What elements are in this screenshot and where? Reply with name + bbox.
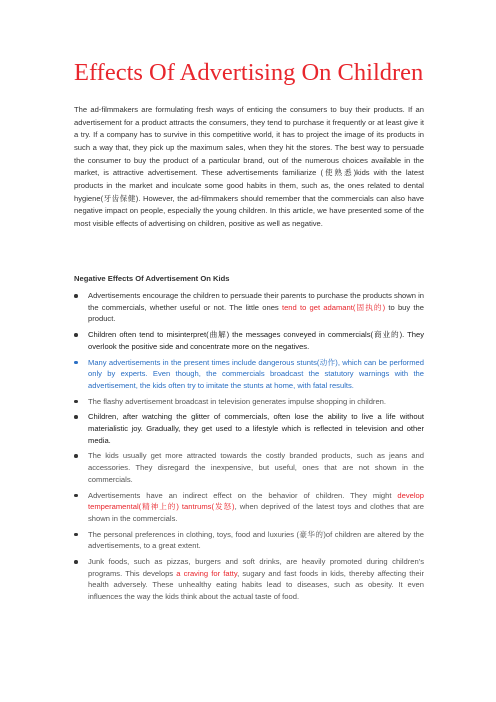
bullet-icon	[74, 400, 78, 404]
bullet-text-tail: , sugary and fast foods in kids, thereby affecting their health adversely. These unhealthy eating habits lead to diseases, such as obesity. It even influences the way the kids think about the actual taste of food.	[88, 568, 424, 602]
list-item	[74, 490, 424, 525]
list-item	[74, 329, 424, 352]
bullet-list	[74, 290, 424, 607]
intro-paragraph: The ad-filmmakers are formulating fresh ways of enticing the consumers to buy their products. If an advertisement for a product attracts the consumers, they tend to purchase it frequently or at least give it a try. If a company has to survive in this competitive world, it has to project the image of its products in such a way that, they pick up the maximum sales, when they hit the stores. The best way to persuade the consumer to buy the product of a particular brand, out of the numerous choices available in the market, is attractive advertisement. These advertisements familiarize (使熟悉)kids with the latest products in the market and inculcate some good habits in them, such as, the ones related to dental hygiene(牙齿保健). However, the ad-filmmakers should remember that the commercials can also have negative impact on people, especially the young children. In this article, we have presented some of the most visible effects of advertising on children, positive as well as negative.	[74, 105, 424, 228]
list-item	[74, 529, 424, 552]
highlighted-text: a craving for fatty	[176, 568, 238, 578]
bullet-icon	[74, 415, 78, 419]
bullet-text: Junk foods, such as pizzas, burgers and soft drinks, are heavily promoted during children's programs. This develops	[88, 557, 424, 578]
bullet-text: Children often tend to misinterpret(曲解) the messages conveyed in commercials(商业的). They overlook the positive side and concentrate more on the negatives.	[88, 330, 424, 351]
bullet-icon	[74, 333, 78, 337]
list-item	[74, 396, 424, 408]
bullet-icon	[74, 494, 78, 498]
highlighted-text: tend to get adamant(固执的)	[281, 302, 386, 312]
bullet-text-tail: , when deprived of the latest toys and clothes that are shown in the commercials.	[88, 502, 424, 523]
bullet-icon	[74, 533, 78, 537]
list-item	[74, 556, 424, 603]
highlighted-text: develop temperamental(精神上的) tantrums(发怒)	[88, 490, 424, 512]
section-heading: Negative Effects Of Advertisement On Kids	[74, 274, 230, 283]
page-title: Effects Of Advertising On Children	[74, 59, 424, 86]
list-item	[74, 290, 424, 325]
bullet-icon	[74, 560, 78, 564]
list-item	[74, 357, 424, 392]
bullet-icon	[74, 361, 78, 365]
bullet-text: Children, after watching the glitter of commercials, often lose the ability to live a life without materialistic joy. Gradually, they get used to a lifestyle which is reflected in television and other media.	[88, 412, 424, 445]
bullet-text: The flashy advertisement broadcast in television generates impulse shopping in children.	[88, 396, 387, 406]
bullet-text-tail: to buy the product.	[88, 302, 424, 324]
bullet-text: The personal preferences in clothing, toys, food and luxuries (豪华的)of children are altered by the advertisements, to a great extent.	[88, 529, 424, 551]
bullet-icon	[74, 454, 78, 458]
bullet-text: Advertisements have an indirect effect on the behavior of children. They might	[88, 490, 398, 500]
list-item	[74, 450, 424, 485]
bullet-icon	[74, 294, 78, 298]
bullet-text: The kids usually get more attracted towards the costly branded products, such as jeans and accessories. They disregard the inexpensive, but useful, ones that are not shown in the commercials.	[88, 451, 424, 484]
bullet-text: Advertisements encourage the children to persuade their parents to purchase the products shown in the commercials, whether useful or not. The little ones	[88, 291, 425, 312]
list-item	[74, 411, 424, 446]
bullet-text: Many advertisements in the present times include dangerous stunts(动作), which can be performed only by experts. Even though, the commercials broadcast the statutory warnings with the advertisement, the kids often try to imitate the stunts at home, with fatal results.	[88, 357, 424, 390]
